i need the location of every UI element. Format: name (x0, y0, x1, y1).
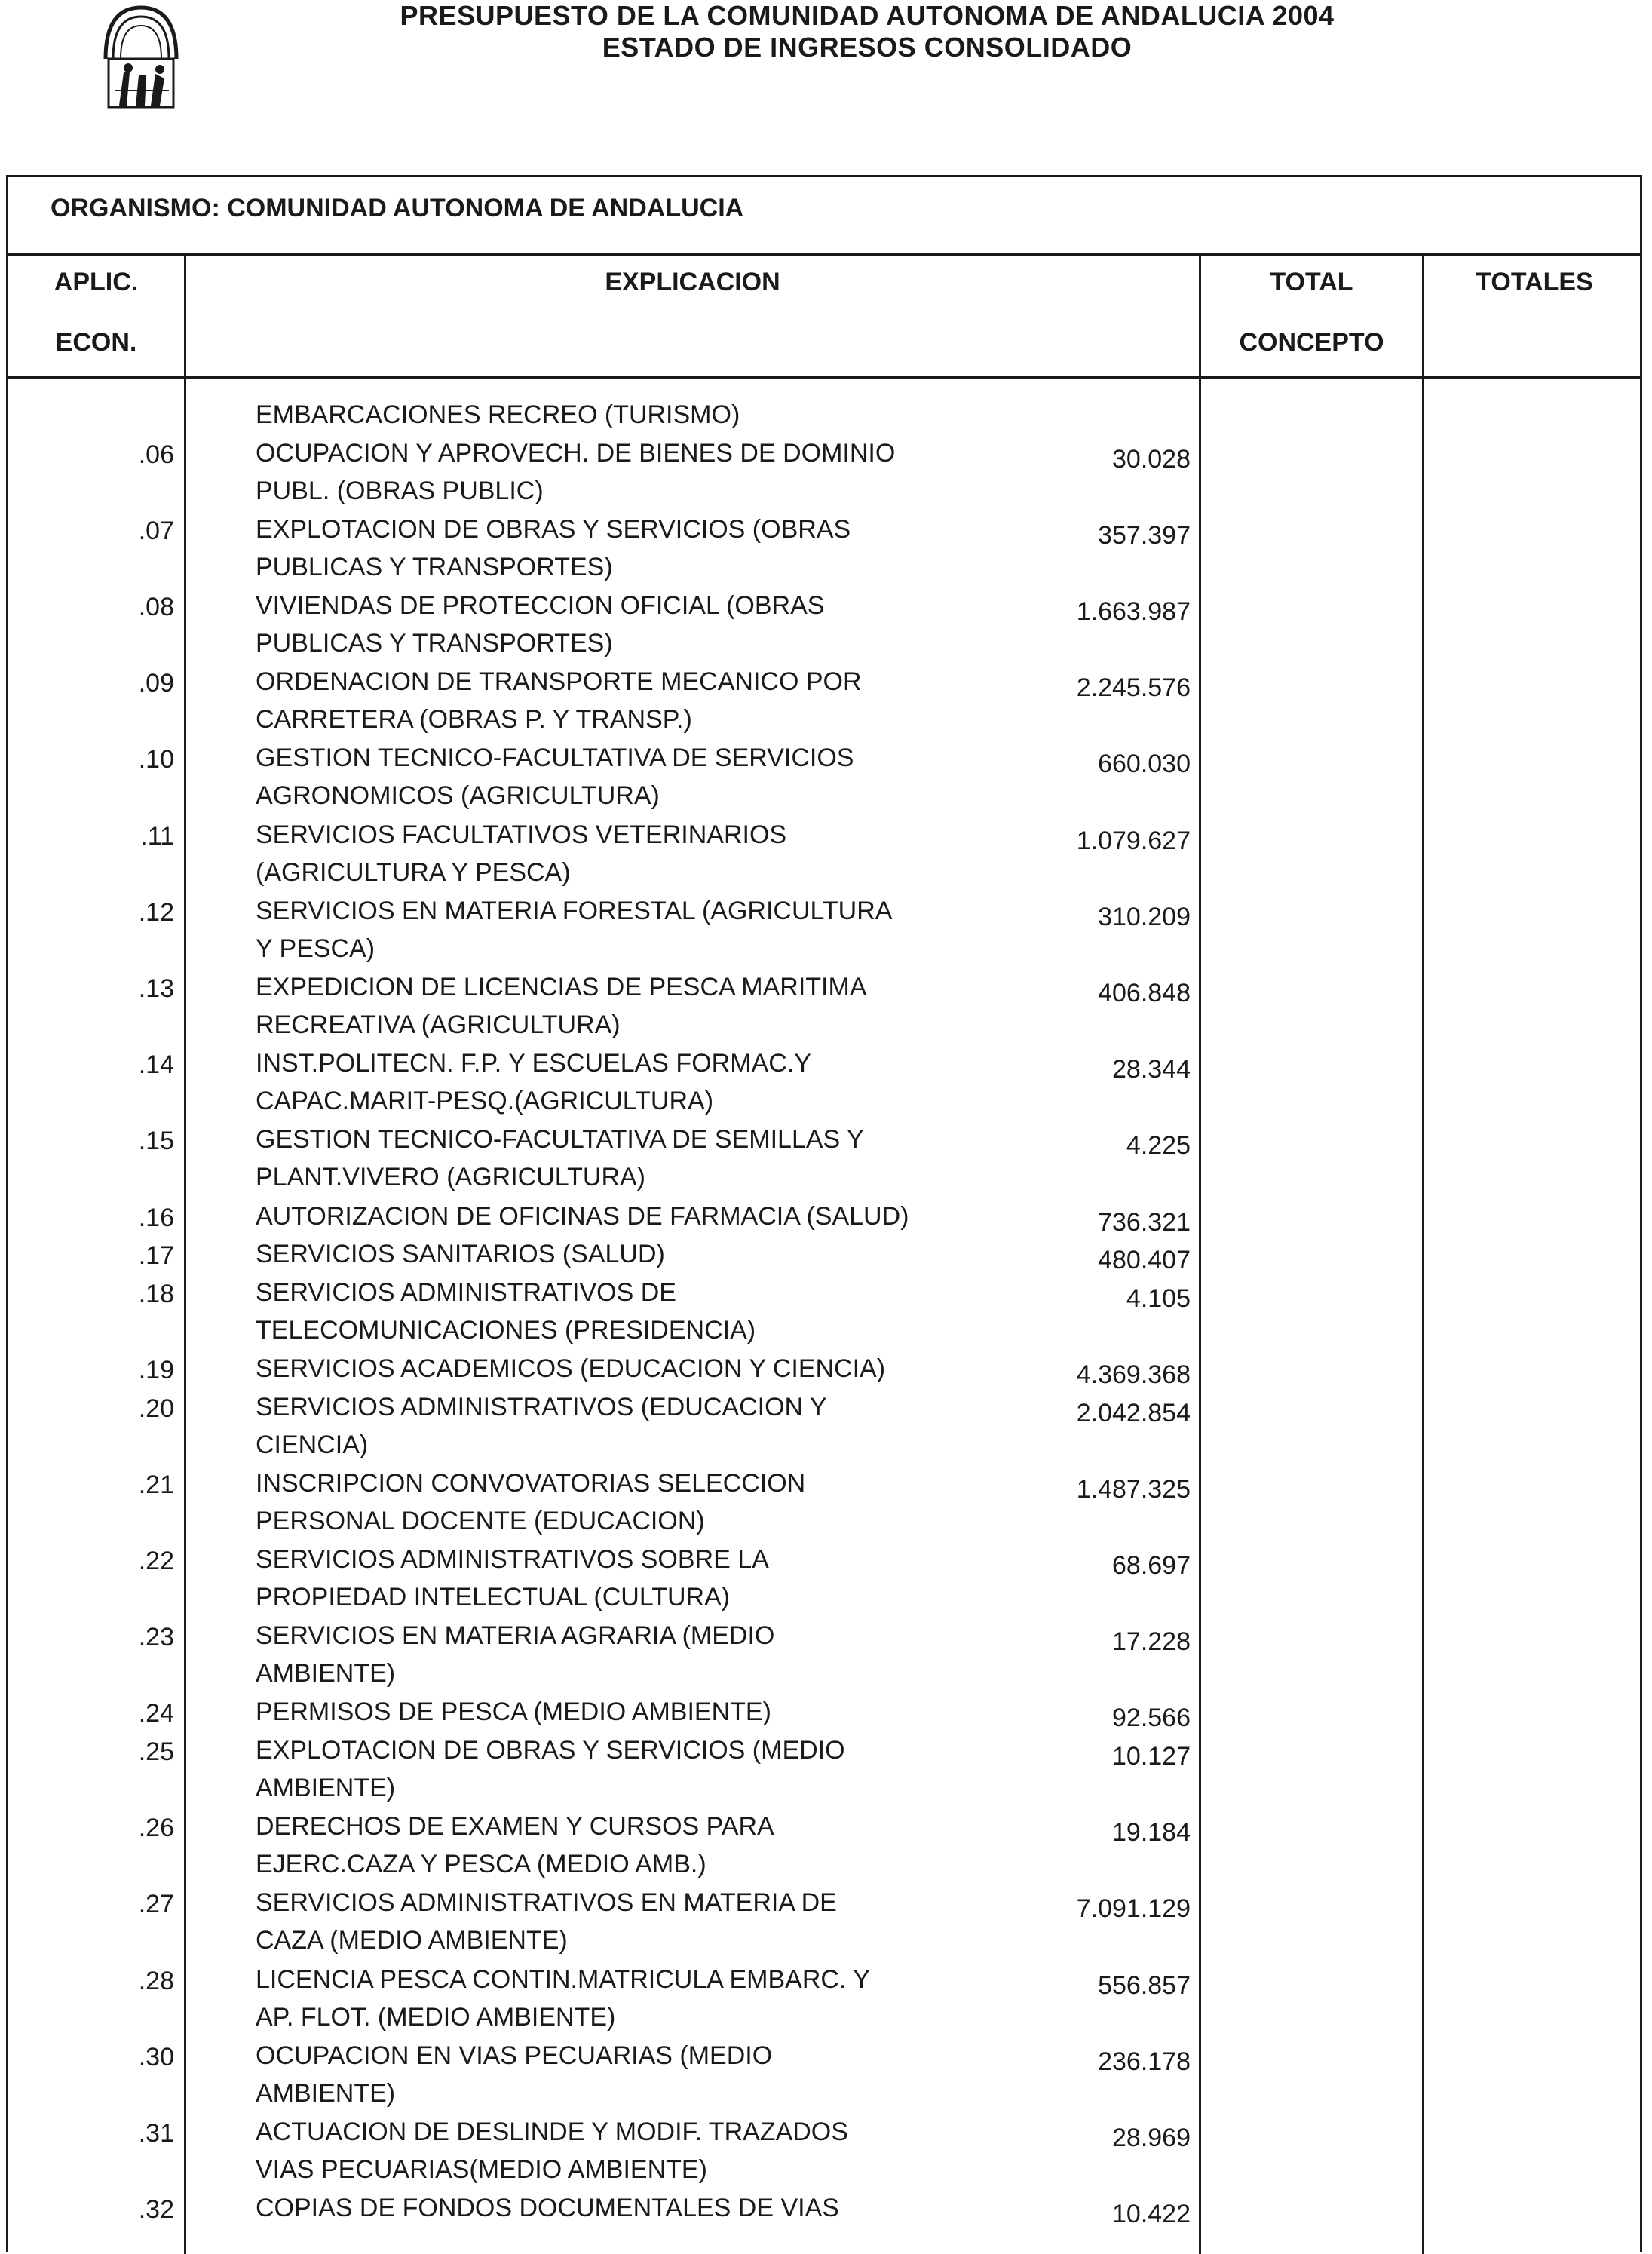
row-amount: 406.848 (1098, 979, 1191, 1007)
column-divider (1422, 256, 1424, 2254)
column-header-aplic: APLIC. (54, 268, 139, 296)
row-amount: 660.030 (1098, 750, 1191, 779)
column-header-concepto: CONCEPTO (1239, 328, 1384, 357)
row-description: SERVICIOS ACADEMICOS (EDUCACION Y CIENCIA) (256, 1354, 886, 1383)
row-code: .12 (138, 897, 174, 927)
row-code: .27 (138, 1890, 174, 1919)
row-amount: 28.969 (1112, 2124, 1191, 2152)
row-description: DERECHOS DE EXAMEN Y CURSOS PARA EJERC.CAZA Y PESCA (MEDIO AMB.) (256, 1812, 774, 1879)
row-code: .22 (138, 1547, 174, 1575)
row-description: INSCRIPCION CONVOVATORIAS SELECCION PERSONAL DOCENTE (EDUCACION) (256, 1468, 806, 1535)
row-description: ORDENACION DE TRANSPORTE MECANICO POR CARRETERA (OBRAS P. Y TRANSP.) (256, 667, 862, 734)
organism-label: ORGANISMO: COMUNIDAD AUTONOMA DE ANDALUCIA (51, 194, 744, 222)
row-amount: 236.178 (1098, 2047, 1191, 2076)
row-code: .06 (138, 440, 174, 469)
column-divider (1199, 256, 1201, 2254)
row-code: .23 (138, 1623, 174, 1652)
column-header-totales: TOTALES (1476, 268, 1593, 296)
row-description: SERVICIOS ADMINISTRATIVOS SOBRE LA PROPIEDAD INTELECTUAL (CULTURA) (256, 1545, 769, 1612)
row-code: .17 (138, 1241, 174, 1271)
header-divider (8, 376, 1640, 379)
row-code: .32 (138, 2195, 174, 2225)
row-amount: 1.487.325 (1076, 1474, 1191, 1504)
row-code: .19 (138, 1356, 174, 1385)
row-description: SERVICIOS EN MATERIA AGRARIA (MEDIO AMBIENTE) (256, 1621, 775, 1688)
row-code: .25 (138, 1737, 174, 1766)
junta-de-andalucia-shield-icon (97, 0, 185, 115)
row-amount: 736.321 (1098, 1207, 1191, 1237)
column-header-explicacion: EXPLICACION (605, 268, 780, 296)
document-title: PRESUPUESTO DE LA COMUNIDAD AUTONOMA DE ANDALUCIA 2004 (400, 0, 1335, 31)
row-code: .28 (138, 1966, 174, 1995)
row-description: LICENCIA PESCA CONTIN.MATRICULA EMBARC. Y AP. FLOT. (MEDIO AMBIENTE) (256, 1964, 870, 2032)
row-amount: 357.397 (1098, 520, 1191, 550)
row-description: SERVICIOS SANITARIOS (SALUD) (256, 1240, 665, 1269)
organism-row (8, 177, 1640, 256)
row-description: SERVICIOS ADMINISTRATIVOS (EDUCACION Y CIENCIA) (256, 1392, 827, 1459)
row-code: .15 (138, 1127, 174, 1156)
row-description: OCUPACION EN VIAS PECUARIAS (MEDIO AMBIENTE) (256, 2041, 773, 2108)
row-amount: 480.407 (1098, 1246, 1191, 1275)
row-description: VIVIENDAS DE PROTECCION OFICIAL (OBRAS PUBLICAS Y TRANSPORTES) (256, 591, 825, 658)
row-amount: 4.105 (1126, 1283, 1191, 1313)
row-description: AUTORIZACION DE OFICINAS DE FARMACIA (SALUD) (256, 1201, 909, 1231)
row-code: .14 (138, 1050, 174, 1080)
row-amount: 28.344 (1112, 1055, 1191, 1084)
row-amount: 1.663.987 (1076, 597, 1191, 626)
row-amount: 2.245.576 (1076, 673, 1191, 703)
row-amount: 310.209 (1098, 902, 1191, 931)
row-description: SERVICIOS EN MATERIA FORESTAL (AGRICULTURA Y PESCA) (256, 896, 893, 963)
row-description: OCUPACION Y APROVECH. DE BIENES DE DOMINIO PUBL. (OBRAS PUBLIC) (256, 438, 896, 505)
row-code: .31 (138, 2119, 174, 2148)
row-code: .10 (138, 745, 174, 774)
row-code: .26 (138, 1814, 174, 1843)
row-code: .30 (138, 2042, 174, 2072)
row-amount: 556.857 (1098, 1970, 1191, 2000)
row-description: GESTION TECNICO-FACULTATIVA DE SERVICIOS AGRONOMICOS (AGRICULTURA) (256, 744, 854, 811)
row-amount: 4.369.368 (1076, 1360, 1191, 1389)
document-subtitle: ESTADO DE INGRESOS CONSOLIDADO (602, 32, 1132, 63)
row-code: .09 (138, 669, 174, 698)
row-description: EXPLOTACION DE OBRAS Y SERVICIOS (MEDIO AMBIENTE) (256, 1736, 845, 1802)
row-amount: 2.042.854 (1076, 1398, 1191, 1428)
row-amount: 7.091.129 (1076, 1894, 1191, 1924)
row-description: EXPLOTACION DE OBRAS Y SERVICIOS (OBRAS PUBLICAS Y TRANSPORTES) (256, 514, 851, 581)
row-description: SERVICIOS FACULTATIVOS VETERINARIOS (AGRICULTURA Y PESCA) (256, 820, 787, 887)
row-code: .18 (138, 1279, 174, 1308)
row-code: .16 (138, 1203, 174, 1232)
row-code: .11 (140, 821, 174, 851)
row-code: .20 (138, 1394, 174, 1423)
row-amount: 68.697 (1112, 1551, 1191, 1580)
row-description: COPIAS DE FONDOS DOCUMENTALES DE VIAS (256, 2194, 839, 2223)
column-divider (184, 256, 186, 2254)
row-amount: 17.228 (1112, 1627, 1191, 1657)
row-description: PERMISOS DE PESCA (MEDIO AMBIENTE) (256, 1697, 771, 1727)
row-code: .07 (138, 516, 174, 545)
row-code: .13 (138, 974, 174, 1003)
row-amount: 19.184 (1112, 1818, 1191, 1848)
row-description: SERVICIOS ADMINISTRATIVOS EN MATERIA DE CAZA (MEDIO AMBIENTE) (256, 1888, 837, 1955)
row-amount: 92.566 (1112, 1704, 1191, 1733)
row-description: SERVICIOS ADMINISTRATIVOS DE TELECOMUNICACIONES (PRESIDENCIA) (256, 1277, 756, 1345)
budget-table (6, 175, 1642, 2252)
row-description: ACTUACION DE DESLINDE Y MODIF. TRAZADOS VIAS PECUARIAS(MEDIO AMBIENTE) (256, 2118, 848, 2184)
row-description: EXPEDICION DE LICENCIAS DE PESCA MARITIMA RECREATIVA (AGRICULTURA) (256, 973, 867, 1039)
row-description: GESTION TECNICO-FACULTATIVA DE SEMILLAS Y PLANT.VIVERO (AGRICULTURA) (256, 1125, 864, 1192)
column-header-total: TOTAL (1270, 268, 1353, 296)
row-amount: 10.422 (1112, 2200, 1191, 2229)
row-code: .21 (138, 1470, 174, 1499)
row-description: EMBARCACIONES RECREO (TURISMO) (256, 400, 740, 429)
row-amount: 4.225 (1126, 1131, 1191, 1161)
row-amount: 30.028 (1112, 444, 1191, 474)
column-header-econ: ECON. (55, 328, 137, 357)
row-code: .08 (138, 593, 174, 621)
row-amount: 10.127 (1112, 1742, 1191, 1771)
row-code: .24 (138, 1699, 174, 1728)
row-amount: 1.079.627 (1076, 826, 1191, 855)
row-description: INST.POLITECN. F.P. Y ESCUELAS FORMAC.Y CAPAC.MARIT-PESQ.(AGRICULTURA) (256, 1049, 811, 1116)
